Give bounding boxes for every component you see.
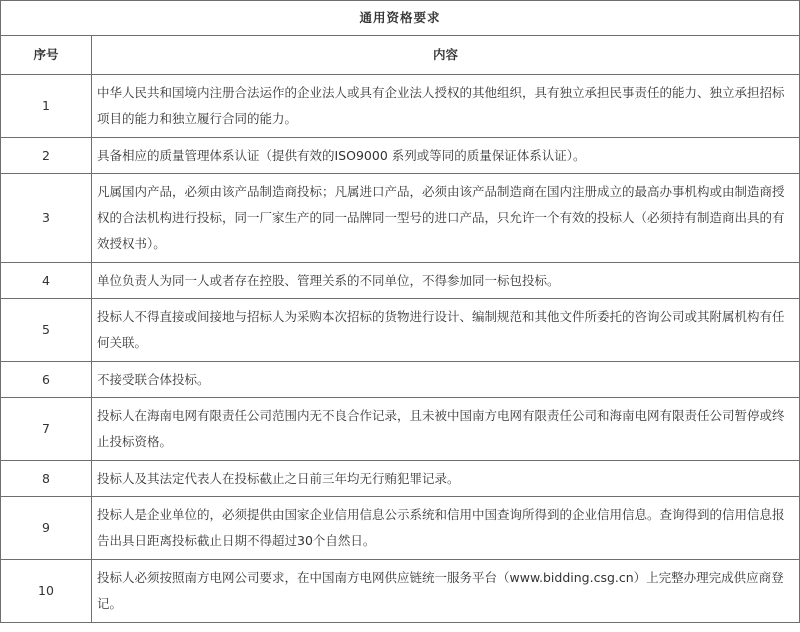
- row-seq: 2: [1, 138, 92, 174]
- table-row: [1, 299, 800, 362]
- table-row: [1, 560, 800, 623]
- row-content: 不接受联合体投标。: [92, 362, 800, 398]
- row-seq: 10: [1, 560, 92, 623]
- table-row: [1, 75, 800, 138]
- row-content: 具备相应的质量管理体系认证（提供有效的ISO9000 系列或等同的质量保证体系认证）。: [92, 138, 800, 174]
- table-row: [1, 362, 800, 398]
- table-row: [1, 461, 800, 497]
- table-row: [1, 263, 800, 299]
- row-seq: 8: [1, 461, 92, 497]
- row-seq: 6: [1, 362, 92, 398]
- row-content: 投标人是企业单位的，必须提供由国家企业信用信息公示系统和信用中国查询所得到的企业信用信息。查询得到的信用信息报告出具日距离投标截止日期不得超过30个自然日。: [92, 497, 800, 560]
- row-seq: 9: [1, 497, 92, 560]
- row-content: 中华人民共和国境内注册合法运作的企业法人或具有企业法人授权的其他组织，具有独立承担民事责任的能力、独立承担招标项目的能力和独立履行合同的能力。: [92, 75, 800, 138]
- table-row: [1, 497, 800, 560]
- row-seq: 4: [1, 263, 92, 299]
- header-seq: 序号: [1, 36, 92, 75]
- row-seq: 1: [1, 75, 92, 138]
- row-content: 投标人必须按照南方电网公司要求，在中国南方电网供应链统一服务平台（www.bidding.csg.cn）上完整办理完成供应商登记。: [92, 560, 800, 623]
- row-content: 投标人及其法定代表人在投标截止之日前三年均无行贿犯罪记录。: [92, 461, 800, 497]
- row-content: 凡属国内产品，必须由该产品制造商投标；凡属进口产品，必须由该产品制造商在国内注册成立的最高办事机构或由制造商授权的合法机构进行投标，同一厂家生产的同一品牌同一型号的进口产品，只允许一个有效的投标人（必须持有制造商出具的有效授权书）。: [92, 174, 800, 263]
- row-seq: 7: [1, 398, 92, 461]
- header-content: 内容: [92, 36, 800, 75]
- row-content: 投标人在海南电网有限责任公司范围内无不良合作记录，且未被中国南方电网有限责任公司和海南电网有限责任公司暂停或终止投标资格。: [92, 398, 800, 461]
- table-row: [1, 138, 800, 174]
- row-seq: 3: [1, 174, 92, 263]
- table-title: 通用资格要求: [1, 1, 800, 36]
- table-header-row: [1, 36, 800, 75]
- table-row: [1, 398, 800, 461]
- row-content: 单位负责人为同一人或者存在控股、管理关系的不同单位，不得参加同一标包投标。: [92, 263, 800, 299]
- row-seq: 5: [1, 299, 92, 362]
- row-content: 投标人不得直接或间接地与招标人为采购本次招标的货物进行设计、编制规范和其他文件所委托的咨询公司或其附属机构有任何关联。: [92, 299, 800, 362]
- table-title-row: [1, 1, 800, 36]
- table-row: [1, 174, 800, 263]
